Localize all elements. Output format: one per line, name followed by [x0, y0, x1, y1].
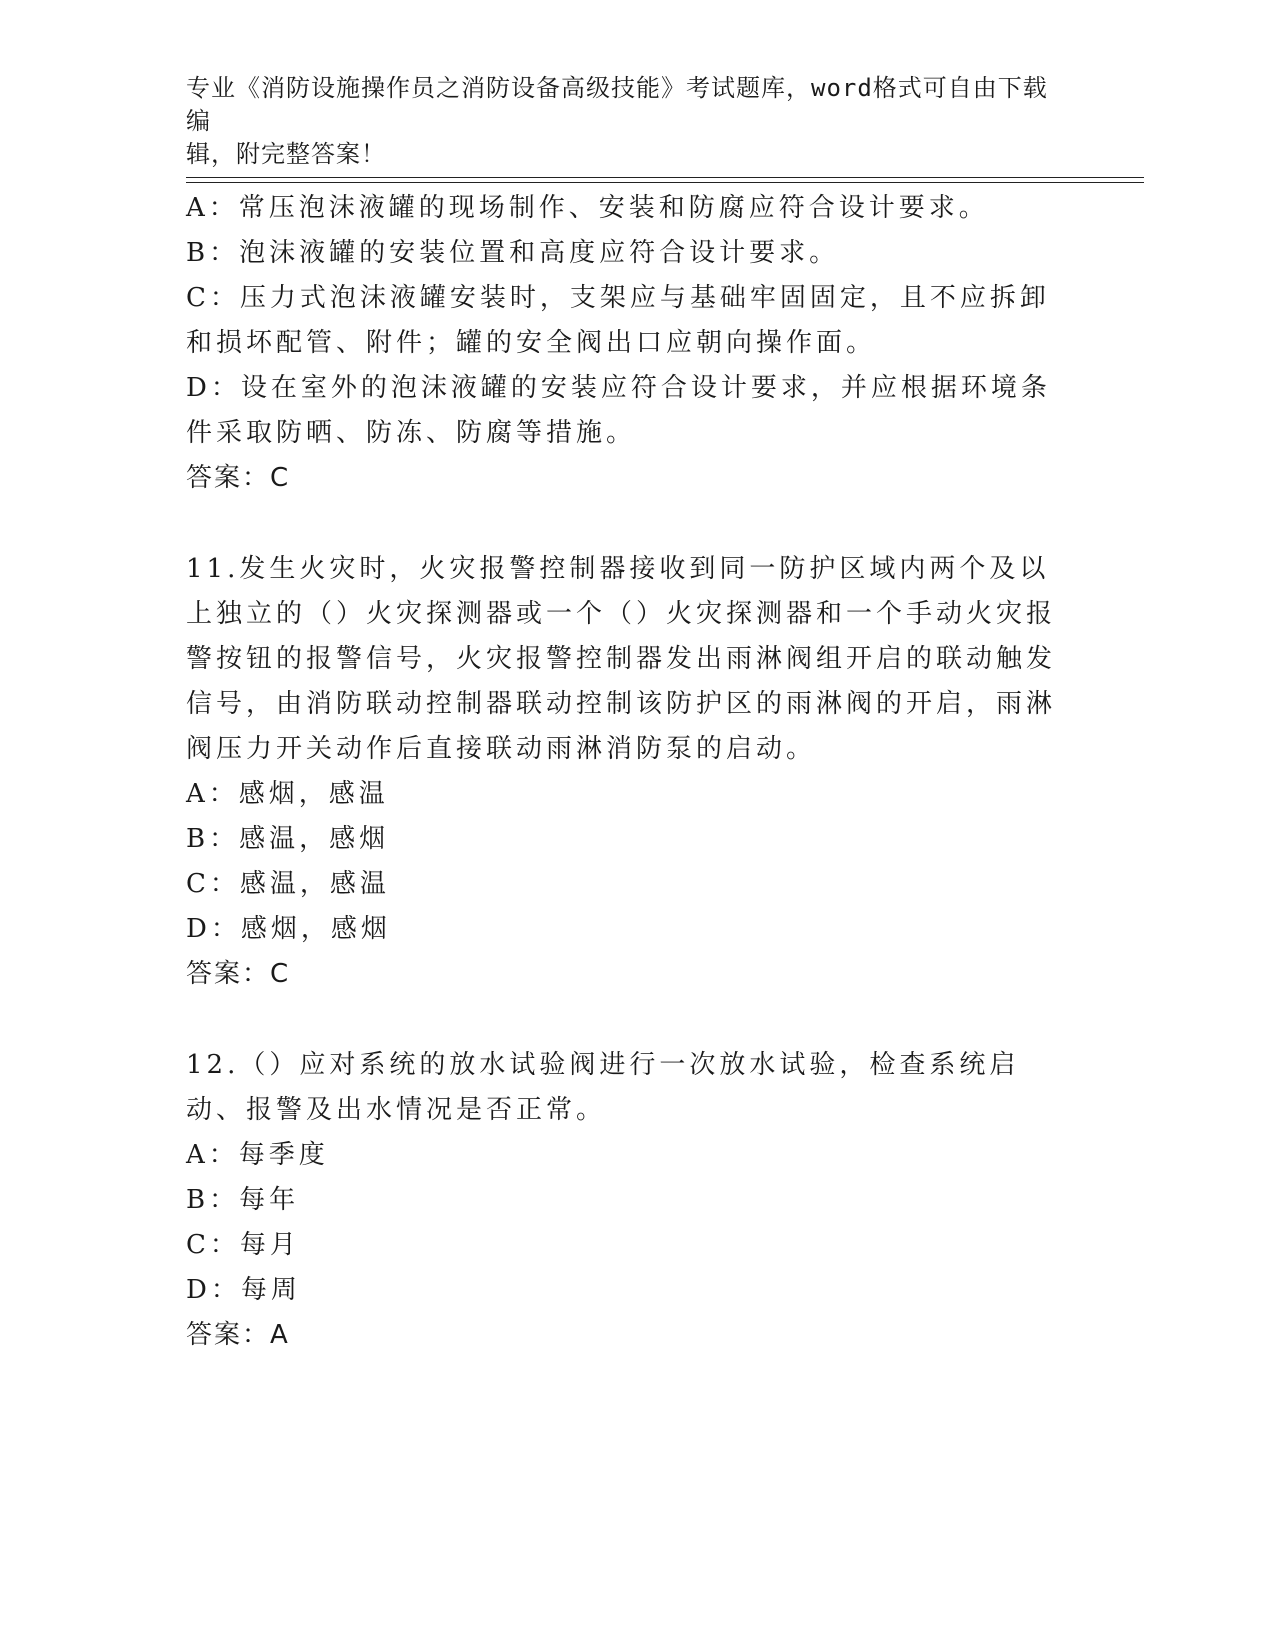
option-c: C：压力式泡沫液罐安装时，支架应与基础牢固固定，且不应拆卸和损坏配管、附件；罐的安全阀出口应朝向操作面。 — [186, 283, 1050, 358]
header-line-1: 专业《消防设施操作员之消防设备高级技能》考试题库，word格式可自由下载编 — [186, 74, 1048, 135]
question-gap — [186, 997, 1066, 1043]
option-d: D：设在室外的泡沫液罐的安装应符合设计要求，并应根据环境条件采取防晒、防冻、防腐等措施。 — [186, 373, 1051, 448]
option-a: A：感烟，感温 — [186, 779, 389, 809]
question-11-block — [186, 547, 1066, 997]
answer-line: 答案：A — [186, 1320, 290, 1350]
question-12-block — [186, 1043, 1066, 1358]
question-10-block — [186, 186, 1066, 501]
option-c: C：感温，感温 — [186, 869, 390, 899]
header-rule-top — [186, 177, 1144, 178]
answer-line: 答案：C — [186, 463, 291, 493]
option-b: B：感温，感烟 — [186, 824, 390, 854]
option-c: C：每月 — [186, 1230, 300, 1260]
option-a: A：常压泡沫液罐的现场制作、安装和防腐应符合设计要求。 — [186, 193, 989, 223]
option-d: D：每周 — [186, 1275, 301, 1305]
option-d: D：感烟，感烟 — [186, 914, 391, 944]
question-text: 11.发生火灾时，火灾报警控制器接收到同一防护区域内两个及以上独立的（）火灾探测器或一个（）火灾探测器和一个手动火灾报警按钮的报警信号，火灾报警控制器发出雨淋阀组开启的联动触发信号，由消防联动控制器联动控制该防护区的雨淋阀的开启，雨淋阀压力开关动作后直接联动雨淋消防泵的启动。 — [186, 554, 1057, 764]
document-header — [186, 72, 1066, 171]
question-content — [186, 186, 1066, 1358]
header-line-2: 辑，附完整答案！ — [186, 140, 386, 168]
option-b: B：每年 — [186, 1185, 300, 1215]
question-gap — [186, 501, 1066, 547]
option-a: A：每季度 — [186, 1140, 329, 1170]
header-rule-bottom — [186, 182, 1144, 183]
question-text: 12.（）应对系统的放水试验阀进行一次放水试验，检查系统启动、报警及出水情况是否正常。 — [186, 1050, 1020, 1125]
answer-line: 答案：C — [186, 959, 291, 989]
option-b: B：泡沫液罐的安装位置和高度应符合设计要求。 — [186, 238, 840, 268]
